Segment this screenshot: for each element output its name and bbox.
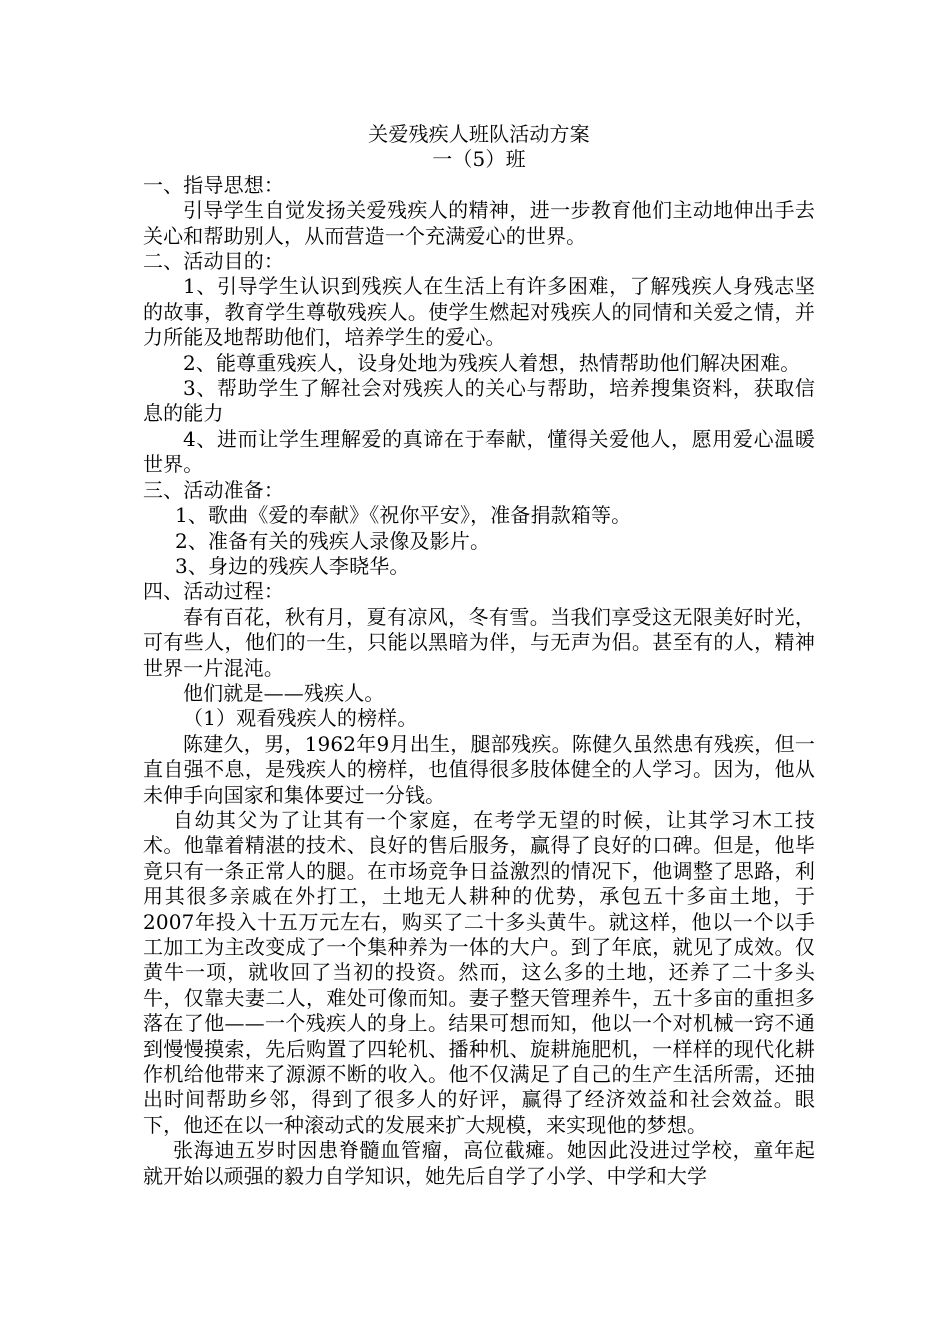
paragraph: 引导学生自觉发扬关爱残疾人的精神，进一步教育他们主动地伸出手去关心和帮助别人，从而营造一个充满爱心的世界。 [143, 198, 815, 248]
paragraph: 2、能尊重残疾人，设身处地为残疾人着想，热情帮助他们解决困难。 [183, 350, 801, 375]
paragraph: 1、引导学生认识到残疾人在生活上有许多困难，了解残疾人身残志坚的故事，教育学生尊敬残疾人。使学生燃起对残疾人的同情和关爱之情，并力所能及地帮助他们，培养学生的爱心。 [143, 274, 815, 350]
paragraph: 4、进而让学生理解爱的真谛在于奉献，懂得关爱他人，愿用爱心温暖世界。 [143, 426, 815, 477]
section-heading-process: 四、活动过程： [143, 579, 285, 604]
paragraph: 3、帮助学生了解社会对残疾人的关心与帮助，培养搜集资料，获取信息的能力 [143, 376, 815, 426]
document-body [143, 122, 815, 1189]
list-item: 3、身边的残疾人李晓华。 [175, 553, 410, 578]
paragraph: 他们就是——残疾人。 [183, 680, 385, 705]
list-item: 2、准备有关的残疾人录像及影片。 [175, 528, 491, 553]
paragraph: 陈建久，男，1962年9月出生，腿部残疾。陈健久虽然患有残疾，但一直自强不息，是残疾人的榜样，也值得很多肢体健全的人学习。因为，他从未伸手向国家和集体要过一分钱。 [143, 731, 815, 807]
paragraph: 张海迪五岁时因患脊髓血管瘤，高位截瘫。她因此没进过学校，童年起就开始以顽强的毅力自学知识，她先后自学了小学、中学和大学 [143, 1138, 815, 1188]
document-title: 关爱残疾人班队活动方案 [368, 122, 590, 146]
paragraph: 自幼其父为了让其有一个家庭，在考学无望的时候，让其学习木工技术。他靠着精湛的技术、良好的售后服务，赢得了良好的口碑。但是，他毕竟只有一条正常人的腿。在市场竞争日益激烈的情况下，他调整了思路，利用其很多亲戚在外打工，土地无人耕种的优势，承包五十多亩土地，于2007年投入十五万元左右，购买了二十多头黄牛。就这样，他以一个以手工加工为主改变成了一个集种养为一体的大户。到了年底，就见了成效。仅黄牛一项，就收回了当初的投资。然而，这么多的土地，还养了二十多头牛，仅靠夫妻二人，难处可像而知。妻子整天管理养牛，五十多亩的重担多落在了他——一个残疾人的身上。结果可想而知，他以一个对机械一窍不通到慢慢摸索，先后购置了四轮机、播种机、旋耕施肥机，一样样的现代化耕作机给他带来了源源不断的收入。他不仅满足了自己的生产生活所需，还抽出时间帮助乡邻，得到了很多人的好评，赢得了经济效益和社会效益。眼下，他还在以一种滚动式的发展来扩大规模，来实现他的梦想。 [143, 807, 815, 1137]
section-heading-guiding-idea: 一、指导思想： [143, 172, 285, 197]
section-heading-purpose: 二、活动目的： [143, 249, 285, 274]
list-item: 1、歌曲《爱的奉献》《祝你平安》，准备捐款箱等。 [175, 503, 632, 528]
paragraph: 春有百花，秋有月，夏有凉风，冬有雪。当我们享受这无限美好时光，可有些人，他们的一生，只能以黑暗为伴，与无声为侣。甚至有的人，精神世界一片混沌。 [143, 604, 815, 680]
class-name: 一（5）班 [432, 147, 526, 172]
paragraph: （1）观看残疾人的榜样。 [183, 706, 418, 731]
section-heading-preparation: 三、活动准备： [143, 477, 285, 502]
